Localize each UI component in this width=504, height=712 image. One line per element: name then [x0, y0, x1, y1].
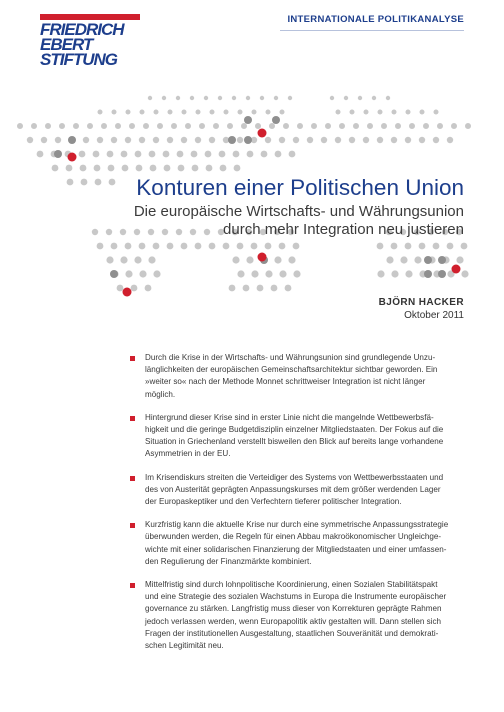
bullet-line: länglichkeiten der europäischen Gemeinschaftsarchitektur sichtbar geworden. Ein: [145, 365, 438, 375]
map-dot: [162, 96, 166, 100]
map-dot: [279, 270, 286, 277]
map-dot: [269, 123, 275, 129]
map-dot: [143, 123, 149, 129]
bullet-line: higkeit und die geringe Budgetdisziplin einzelner Mitgliedstaaten. Der Fokus auf die: [145, 425, 444, 435]
map-dot: [204, 96, 208, 100]
map-dot: [153, 270, 160, 277]
bullet-line: governance zu stärken. Langfristig muss dieser von Korrekturen geprägte Rahmen: [145, 604, 442, 614]
map-dot: [372, 96, 376, 100]
map-dot: [52, 165, 59, 172]
map-dot-red: [68, 153, 77, 162]
red-square-bullet-icon: [130, 356, 135, 361]
map-dot: [167, 137, 173, 143]
bullet-line: wichte mit einer solidarischen Finanzierung der Mitgliedstaaten und einer umfassen-: [145, 544, 447, 554]
map-dot: [139, 137, 145, 143]
map-dot: [266, 110, 271, 115]
map-dot: [437, 123, 443, 129]
map-dot: [274, 256, 281, 263]
map-dot: [297, 123, 303, 129]
map-dot: [153, 243, 160, 250]
map-dot: [125, 137, 131, 143]
map-dot: [233, 151, 240, 158]
map-dot: [190, 96, 194, 100]
map-dot: [391, 137, 397, 143]
map-dot: [129, 123, 135, 129]
map-dot: [247, 151, 254, 158]
map-dot: [134, 256, 141, 263]
map-dot: [80, 165, 87, 172]
map-dot-dark: [424, 256, 432, 264]
map-dot: [218, 96, 222, 100]
author-block: [379, 296, 464, 322]
map-dot: [451, 123, 457, 129]
map-dot: [232, 256, 239, 263]
subtitle: [134, 203, 464, 239]
map-dot: [181, 137, 187, 143]
bullet-line: möglich.: [145, 389, 176, 399]
map-dot: [153, 137, 159, 143]
map-dot: [148, 96, 152, 100]
map-dot: [97, 137, 103, 143]
bullet-line: Mittelfristig sind durch lohnpolitische Koordinierung, einen Sozialen Stabilitätspakt: [145, 580, 438, 590]
bullet-line: jedoch verlassen werden, wenn Europapolitik aktiv gestalten will. Dann stellen sich: [145, 616, 442, 626]
map-dot: [168, 110, 173, 115]
map-dot: [111, 137, 117, 143]
map-dot: [122, 165, 129, 172]
bullet-item: [130, 579, 460, 652]
map-dot: [93, 151, 100, 158]
map-dot: [246, 256, 253, 263]
map-dot: [192, 165, 199, 172]
map-dot: [195, 137, 201, 143]
map-dot: [210, 110, 215, 115]
map-dot: [79, 151, 86, 158]
map-dot: [265, 243, 272, 250]
map-dot: [150, 165, 157, 172]
map-dot: [126, 110, 131, 115]
map-dot-red: [123, 288, 132, 297]
bullet-line: Im Krisendiskurs streiten die Verteidiger des Systems von Wettbewerbsstaaten und: [145, 472, 444, 482]
map-dot: [321, 137, 327, 143]
map-dot: [456, 256, 463, 263]
map-dot: [213, 123, 219, 129]
bullet-line: Hintergrund dieser Krise sind in erster Linie nicht die mangelnde Wettbewerbsfä-: [145, 412, 434, 422]
page-title: Konturen einer Politischen Union: [136, 175, 464, 200]
map-dot: [98, 110, 103, 115]
map-dot: [106, 229, 112, 235]
map-dot-dark: [110, 270, 118, 278]
summary-bullets: [130, 352, 460, 663]
map-dot: [131, 285, 138, 292]
map-dot: [381, 123, 387, 129]
map-dot-red: [258, 253, 267, 262]
map-dot: [377, 243, 384, 250]
map-dot: [289, 151, 296, 158]
map-dot: [434, 110, 439, 115]
map-dot: [243, 285, 250, 292]
bullet-line: Kurzfristig kann die aktuelle Krise nur durch eine symmetrische Anpassungsstrategie: [145, 520, 449, 530]
map-dot: [73, 123, 79, 129]
map-dot: [325, 123, 331, 129]
logo-line-1: FRIEDRICH: [40, 20, 124, 39]
map-dot: [391, 243, 398, 250]
map-dot: [106, 256, 113, 263]
bullet-item: [130, 352, 460, 401]
map-dot: [252, 110, 257, 115]
bullet-text: [145, 579, 460, 652]
map-dot: [237, 137, 243, 143]
map-dot: [154, 110, 159, 115]
map-dot: [293, 243, 300, 250]
bullet-line: »weiter so« nach der Methode Monnet schrittweiser Integration ist nicht länger: [145, 377, 426, 387]
bullet-line: schen Legitimität neu.: [145, 641, 224, 651]
map-dot: [209, 137, 215, 143]
map-dot: [311, 123, 317, 129]
bullet-line: Situation in Griechenland verstellt bisweilen den Blick auf bereits lange vorhandene: [145, 437, 444, 447]
map-dot: [353, 123, 359, 129]
map-dot: [109, 179, 116, 186]
map-dot: [94, 165, 101, 172]
map-dot: [349, 137, 355, 143]
map-dot: [395, 123, 401, 129]
bullet-item: [130, 472, 460, 509]
bullet-line: des von Austerität geprägten Anpassungskurses mit dem größer werdenden Lager: [145, 484, 441, 494]
bullet-line: und eine Strategie des sozialen Wachstums in Europa die Instrumente europäischer: [145, 592, 447, 602]
subtitle-line: durch mehr Integration neu justieren: [223, 221, 464, 238]
map-dot: [358, 96, 362, 100]
map-dot: [167, 243, 174, 250]
series-label: INTERNATIONALE POLITIKANALYSE: [287, 14, 464, 25]
map-dot-dark: [438, 270, 446, 278]
map-dot: [178, 165, 185, 172]
map-dot: [461, 243, 468, 250]
map-dot: [107, 151, 114, 158]
map-dot: [111, 243, 118, 250]
map-dot: [251, 243, 258, 250]
map-dot: [405, 243, 412, 250]
map-dot: [209, 243, 216, 250]
map-dot: [344, 96, 348, 100]
red-square-bullet-icon: [130, 476, 135, 481]
map-dot: [419, 137, 425, 143]
map-dot: [280, 110, 285, 115]
map-dot: [148, 256, 155, 263]
map-dot: [423, 123, 429, 129]
map-dot: [37, 151, 44, 158]
map-dot: [238, 110, 243, 115]
map-dot: [241, 123, 247, 129]
map-dot: [260, 96, 264, 100]
map-dot: [288, 256, 295, 263]
map-dot: [293, 270, 300, 277]
map-dot: [447, 243, 454, 250]
map-dot: [364, 110, 369, 115]
map-dot: [67, 179, 74, 186]
map-dot: [447, 137, 453, 143]
map-dot-dark: [228, 136, 236, 144]
bullet-text: [145, 352, 460, 401]
map-dot: [336, 110, 341, 115]
bullet-item: [130, 412, 460, 461]
map-dot: [177, 151, 184, 158]
map-dot: [117, 285, 124, 292]
map-dot: [465, 123, 471, 129]
map-dot: [227, 123, 233, 129]
bullet-line: Fragen der institutionellen Ausgestaltung, staatlichen Souveränität und demokrati-: [145, 628, 439, 638]
map-dot: [414, 256, 421, 263]
map-dot: [181, 243, 188, 250]
map-dot: [55, 137, 61, 143]
map-dot: [271, 285, 278, 292]
title-block: [134, 175, 464, 239]
map-dot: [377, 270, 384, 277]
map-dot: [66, 165, 73, 172]
map-dot: [279, 137, 285, 143]
map-dot: [92, 229, 98, 235]
bullet-line: Durch die Krise in der Wirtschafts- und Währungsunion sind grundlegende Unzu-: [145, 353, 436, 362]
map-dot: [135, 151, 142, 158]
logo-line-3: STIFTUNG: [40, 50, 117, 69]
map-dot: [149, 151, 156, 158]
publication-date: Oktober 2011: [404, 310, 464, 321]
bullet-text: [145, 472, 460, 509]
map-dot: [95, 179, 102, 186]
subtitle-line: Die europäische Wirtschafts- und Währungsunion: [133, 203, 464, 220]
map-dot: [409, 123, 415, 129]
map-dot: [196, 110, 201, 115]
map-dot: [433, 137, 439, 143]
map-dot: [145, 285, 152, 292]
map-dot: [232, 96, 236, 100]
map-dot: [246, 96, 250, 100]
map-dot: [121, 151, 128, 158]
map-dot: [140, 110, 145, 115]
map-dot: [237, 243, 244, 250]
map-dot: [120, 229, 126, 235]
map-dot: [205, 151, 212, 158]
red-square-bullet-icon: [130, 583, 135, 588]
bullet-item: [130, 519, 460, 568]
bullet-text: [145, 412, 460, 461]
map-dot: [274, 96, 278, 100]
map-dot: [335, 137, 341, 143]
map-dot: [87, 123, 93, 129]
author-name: BJÖRN HACKER: [378, 297, 464, 308]
map-dot: [219, 151, 226, 158]
bullet-line: überwunden werden, die Regeln für einen Abbau makroökonomischer Ungleichge-: [145, 532, 442, 542]
bullet-text: [145, 519, 460, 568]
map-dot: [125, 243, 132, 250]
map-dot: [293, 137, 299, 143]
map-dot: [171, 123, 177, 129]
map-dot: [206, 165, 213, 172]
map-dot: [112, 110, 117, 115]
red-square-bullet-icon: [130, 416, 135, 421]
map-dot: [377, 137, 383, 143]
map-dot: [120, 256, 127, 263]
map-dot: [185, 123, 191, 129]
map-dot: [350, 110, 355, 115]
map-dot: [45, 123, 51, 129]
map-dot-dark: [68, 136, 76, 144]
bullet-line: Asymmetrien in der EU.: [145, 449, 231, 459]
map-dot: [261, 151, 268, 158]
map-dot: [363, 137, 369, 143]
map-dot: [199, 123, 205, 129]
map-dot: [307, 137, 313, 143]
map-dot: [251, 270, 258, 277]
map-dot: [392, 110, 397, 115]
map-dot: [31, 123, 37, 129]
map-dot: [391, 270, 398, 277]
map-dot: [330, 96, 334, 100]
map-dot: [279, 243, 286, 250]
map-dot: [27, 137, 33, 143]
map-dot: [97, 243, 104, 250]
map-dot: [182, 110, 187, 115]
map-dot: [339, 123, 345, 129]
map-dot: [223, 243, 230, 250]
map-dot: [257, 285, 264, 292]
map-dot: [229, 285, 236, 292]
map-dot: [283, 123, 289, 129]
map-dot: [406, 110, 411, 115]
map-dot: [176, 96, 180, 100]
map-dot: [285, 285, 292, 292]
map-dot: [275, 151, 282, 158]
map-dot-dark: [272, 116, 280, 124]
map-dot: [83, 137, 89, 143]
map-dot: [237, 270, 244, 277]
map-dot: [157, 123, 163, 129]
map-dot: [101, 123, 107, 129]
map-dot: [139, 270, 146, 277]
map-dot: [41, 137, 47, 143]
red-square-bullet-icon: [130, 523, 135, 528]
map-dot-dark: [424, 270, 432, 278]
map-dot: [420, 110, 425, 115]
map-dot: [386, 96, 390, 100]
map-dot: [139, 243, 146, 250]
map-dot-dark: [244, 136, 252, 144]
map-dot: [59, 123, 65, 129]
map-dot: [400, 256, 407, 263]
map-dot-dark: [54, 150, 62, 158]
map-dot: [108, 165, 115, 172]
map-dot: [224, 110, 229, 115]
map-dot: [125, 270, 132, 277]
map-dot: [405, 137, 411, 143]
map-dot-dark: [244, 116, 252, 124]
map-dot: [195, 243, 202, 250]
map-dot: [288, 96, 292, 100]
map-dot: [163, 151, 170, 158]
map-dot: [265, 137, 271, 143]
map-dot: [419, 243, 426, 250]
map-dot: [378, 110, 383, 115]
map-dot: [405, 270, 412, 277]
map-dot: [367, 123, 373, 129]
map-dot: [191, 151, 198, 158]
map-dot: [255, 123, 261, 129]
map-dot: [265, 270, 272, 277]
logo-line-2: EBERT: [40, 35, 93, 54]
map-dot: [17, 123, 23, 129]
map-dot: [115, 123, 121, 129]
map-dot: [461, 270, 468, 277]
map-dot: [386, 256, 393, 263]
map-dot: [81, 179, 88, 186]
map-dot: [136, 165, 143, 172]
map-dot: [433, 243, 440, 250]
map-dot: [234, 165, 241, 172]
map-dot-red: [258, 129, 267, 138]
bullet-line: der Europaskeptiker und den Verfechtern tieferer politischer Integration.: [145, 497, 402, 507]
map-dot: [220, 165, 227, 172]
map-dot: [164, 165, 171, 172]
map-dot-dark: [438, 256, 446, 264]
map-dot-red: [452, 265, 461, 274]
bullet-line: den Regulierung der Finanzmärkte kombiniert.: [145, 556, 312, 566]
